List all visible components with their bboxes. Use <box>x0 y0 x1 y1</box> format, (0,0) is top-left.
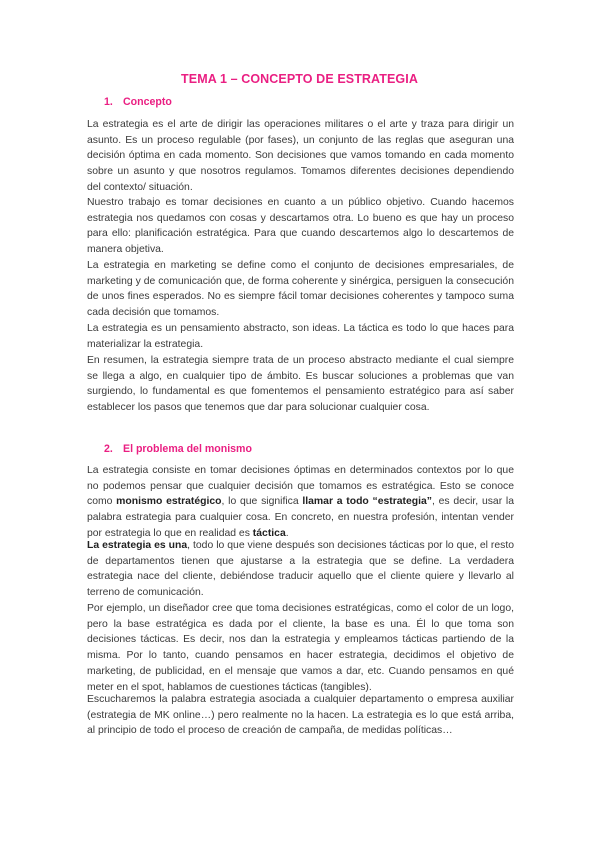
text-run: . <box>285 527 289 539</box>
text-run: , es decir, usar la palabra estrategia para cualquier cosa. En concreto, en nuestra profesión, intentan vender por estrategia lo que en realidad es <box>87 496 514 539</box>
paragraph: Escucharemos la palabra estrategia asociada a cualquier departamento o empresa auxiliar (estrategia de MK online…) pero realmente no la hacen. La estrategia es lo que está arriba, al principio de todo el proceso de creación de campaña, de medidas políticas… <box>87 694 514 737</box>
text-run: , todo lo que viene después son decisiones tácticas por lo que, el resto de departamentos tienen que ajustarse a la estrategia que se define. La verdadera estrategia nace del cliente, debiéndose traducir aquello que el cliente quiere y llevarlo al terreno de comunicación. <box>87 540 514 599</box>
paragraph: La estrategia es el arte de dirigir las operaciones militares o el arte y traza para dirigir un asunto. Es un proceso regulable (por fases), un conjunto de las reglas que aseguran una decisión óptima en cada momento. Son decisiones que vamos tomando en cada momento sobre un asunto y que nosotros regulamos. Tomamos diferentes decisiones dependiendo del contexto/ situación. <box>87 119 514 193</box>
bold-term: monismo estratégico <box>116 496 222 508</box>
section-heading-concepto <box>104 96 172 108</box>
bold-term: La estrategia es una <box>87 540 188 551</box>
paragraph: Por ejemplo, un diseñador cree que toma decisiones estratégicas, como el color de un logo, pero la base estratégica es dada por el cliente, la base es una. Él lo que toma son decisiones tácticas. Es decir, nos dan la estrategia y empleamos tácticas partiendo de la misma. Por lo tanto, cuando pensamos en hacer estrategia, decidimos el objetivo de marketing, de publicidad, en el mensaje que vamos a dar, etc. Cuando pensamos en qué meter en el spot, hablamos de cuestiones tácticas (tangibles). <box>87 603 514 693</box>
section-number: 2. <box>104 443 113 455</box>
section-number: 1. <box>104 96 113 108</box>
text-run: , lo que significa <box>221 496 303 508</box>
text-run: La estrategia consiste en tomar decisiones óptimas en determinados contextos por lo que no podemos pensar que cualquier decisión que tomamos es estratégica. Esto se conoce como <box>87 465 514 508</box>
paragraph: Nuestro trabajo es tomar decisiones en cuanto a un público objetivo. Cuando hacemos estrategia nos quedamos con cosas y descartamos otra. Lo bueno es que hay un proceso para ello: planificación estratégica. Para que cuando descartemos algo lo descartemos de manera objetiva. <box>87 197 514 256</box>
section-heading-text: Concepto <box>123 96 172 108</box>
document-title: TEMA 1 – CONCEPTO DE ESTRATEGIA <box>181 72 418 86</box>
bold-term: táctica <box>252 527 286 539</box>
paragraph: En resumen, la estrategia siempre trata de un proceso abstracto mediante el cual siempre se llega a algo, en cualquier tipo de ámbito. Es buscar soluciones a problemas que van surgiendo, lo fundamental es que fomentemos el pensamiento estratégico para así saber establecer los pasos que tenemos que dar para solucionar cualquier cosa. <box>87 355 514 414</box>
paragraph: La estrategia es un pensamiento abstracto, son ideas. La táctica es todo lo que haces para materializar la estrategia. <box>87 323 514 350</box>
bold-term: llamar a todo “estrategia” <box>302 496 432 508</box>
paragraph <box>87 538 514 601</box>
paragraph: La estrategia en marketing se define como el conjunto de decisiones empresariales, de marketing y de comunicación que, de forma coherente y sinérgica, persiguen la consecución de unos fines esperados. No es siempre fácil tomar decisiones coherentes y tampoco suma cada decisión que tomamos. <box>87 260 514 319</box>
section-heading-monismo <box>104 443 252 455</box>
paragraph <box>87 463 514 542</box>
section-heading-text: El problema del monismo <box>123 443 252 455</box>
